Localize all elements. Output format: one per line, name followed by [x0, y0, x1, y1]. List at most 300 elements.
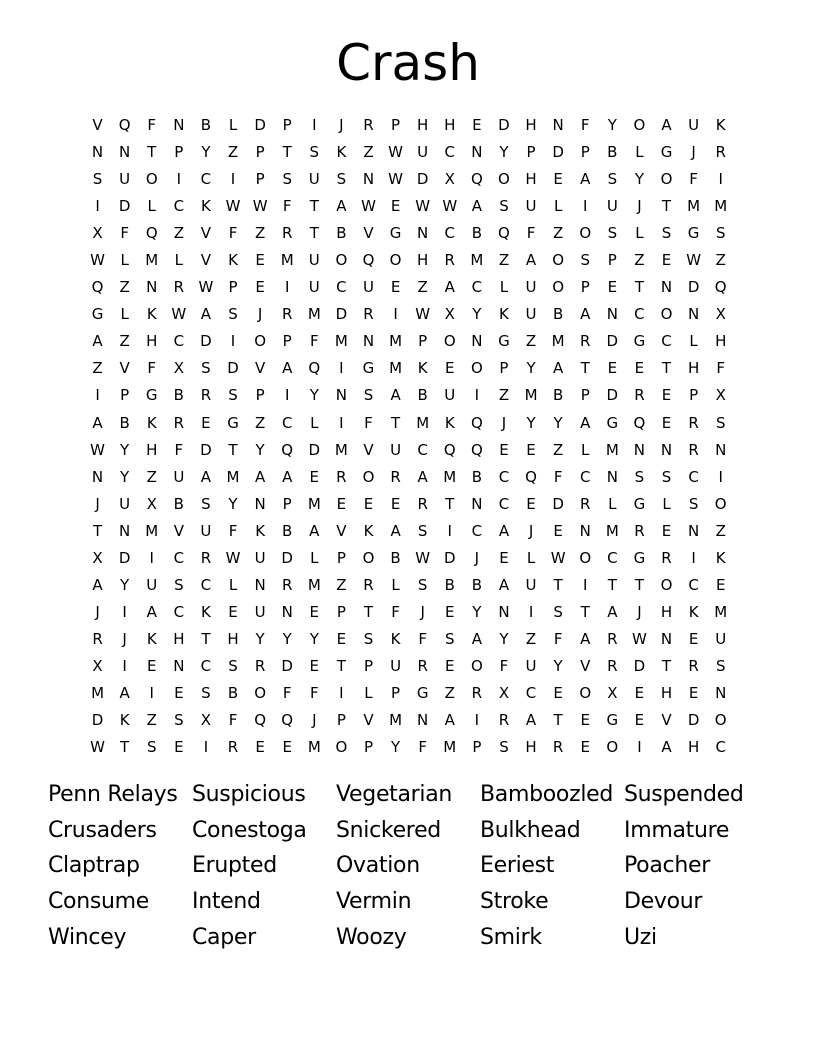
- grid-letter: B: [227, 684, 239, 702]
- grid-letter: Z: [634, 251, 645, 270]
- grid-letter: F: [580, 116, 590, 135]
- word-list-item: Eeriest: [480, 853, 555, 879]
- grid-letter: Y: [309, 386, 319, 405]
- grid-letter: F: [553, 467, 563, 486]
- grid-letter: L: [310, 413, 319, 432]
- grid-letter: W: [198, 278, 214, 297]
- grid-letter: I: [474, 386, 480, 405]
- grid-letter: H: [525, 116, 537, 135]
- grid-letter: L: [526, 548, 536, 567]
- grid-letter: X: [92, 656, 103, 675]
- grid-letter: V: [200, 224, 212, 243]
- grid-letter: O: [660, 305, 673, 324]
- grid-letter: O: [579, 684, 592, 702]
- grid-letter: N: [715, 440, 727, 459]
- grid-letter: Q: [443, 440, 456, 459]
- grid-letter: K: [363, 521, 374, 540]
- grid-letter: T: [309, 224, 319, 243]
- grid-letter: P: [228, 278, 238, 297]
- grid-letter: W: [442, 197, 458, 216]
- grid-letter: X: [607, 684, 618, 702]
- grid-letter: K: [417, 359, 428, 378]
- grid-letter: N: [471, 143, 483, 162]
- grid-letter: Y: [553, 656, 563, 675]
- grid-letter: T: [309, 197, 319, 216]
- grid-letter: A: [525, 251, 537, 270]
- grid-letter: T: [661, 656, 672, 675]
- grid-letter: R: [444, 251, 455, 270]
- grid-letter: H: [660, 602, 673, 621]
- grid-letter: D: [552, 494, 564, 513]
- grid-letter: Y: [607, 116, 617, 135]
- grid-letter: F: [526, 224, 536, 243]
- grid-letter: R: [580, 494, 591, 513]
- grid-letter: E: [445, 656, 455, 675]
- word-list-item: Consume: [48, 888, 150, 914]
- grid-letter: S: [228, 305, 238, 324]
- grid-letter: N: [579, 521, 591, 540]
- puzzle-title: Crash: [336, 34, 480, 92]
- grid-letter: F: [147, 359, 157, 378]
- grid-letter: H: [715, 332, 727, 351]
- grid-letter: R: [173, 278, 185, 297]
- grid-letter: S: [553, 602, 563, 621]
- grid-letter: V: [363, 440, 374, 459]
- grid-letter: A: [580, 305, 591, 324]
- grid-letter: G: [687, 224, 700, 243]
- grid-letter: O: [362, 467, 375, 486]
- grid-letter: T: [634, 278, 644, 297]
- grid-letter: P: [526, 143, 536, 162]
- grid-letter: A: [200, 467, 212, 486]
- grid-letter: D: [118, 197, 131, 216]
- grid-letter: E: [715, 575, 726, 594]
- grid-letter: E: [661, 386, 672, 405]
- grid-letter: C: [200, 656, 212, 675]
- grid-row: [84, 382, 744, 409]
- word-list-item: Poacher: [624, 853, 710, 879]
- grid-letter: L: [689, 332, 698, 351]
- grid-letter: M: [605, 521, 619, 540]
- grid-letter: R: [607, 656, 618, 675]
- grid-letter: L: [553, 197, 563, 216]
- grid-letter: A: [471, 197, 482, 216]
- grid-letter: E: [174, 738, 184, 757]
- grid-letter: D: [118, 548, 131, 567]
- grid-letter: H: [444, 116, 456, 135]
- grid-letter: R: [254, 656, 266, 675]
- grid-letter: D: [308, 440, 321, 459]
- grid-letter: X: [173, 359, 184, 378]
- grid-letter: Z: [715, 521, 726, 540]
- grid-letter: K: [228, 251, 238, 270]
- grid-letter: M: [687, 197, 701, 216]
- grid-letter: K: [119, 711, 130, 730]
- grid-letter: H: [525, 738, 537, 757]
- grid-letter: P: [282, 332, 292, 351]
- grid-letter: E: [526, 494, 536, 513]
- grid-letter: T: [92, 521, 103, 540]
- grid-letter: R: [200, 386, 212, 405]
- grid-letter: F: [391, 602, 400, 621]
- grid-row: [84, 626, 744, 653]
- grid-row: [84, 491, 744, 518]
- grid-letter: O: [552, 278, 565, 297]
- grid-letter: A: [525, 711, 537, 730]
- grid-letter: I: [691, 548, 696, 567]
- grid-letter: M: [307, 575, 321, 594]
- grid-letter: I: [718, 467, 723, 486]
- grid-letter: L: [147, 197, 156, 216]
- grid-letter: B: [552, 386, 564, 405]
- word-list-item: Smirk: [480, 924, 542, 950]
- grid-letter: S: [363, 386, 374, 405]
- grid-letter: M: [443, 738, 457, 757]
- grid-letter: R: [607, 629, 618, 648]
- grid-row: [84, 166, 744, 193]
- grid-letter: E: [499, 440, 509, 459]
- grid-letter: J: [420, 602, 425, 621]
- grid-letter: P: [255, 143, 265, 162]
- grid-letter: P: [472, 738, 482, 757]
- grid-letter: W: [90, 738, 105, 757]
- grid-letter: N: [173, 116, 185, 135]
- grid-letter: T: [580, 602, 590, 621]
- grid-letter: G: [416, 684, 429, 702]
- grid-letter: J: [637, 602, 642, 621]
- grid-letter: E: [526, 440, 536, 459]
- grid-letter: R: [552, 738, 564, 757]
- grid-letter: Y: [201, 143, 211, 162]
- grid-letter: L: [608, 494, 617, 513]
- grid-letter: R: [715, 143, 726, 162]
- grid-letter: C: [200, 575, 212, 594]
- grid-letter: F: [228, 224, 238, 243]
- grid-letter: E: [472, 116, 482, 135]
- grid-letter: K: [201, 197, 211, 216]
- grid-letter: M: [226, 467, 240, 486]
- grid-letter: D: [416, 170, 429, 189]
- grid-letter: F: [174, 440, 184, 459]
- grid-letter: C: [634, 305, 645, 324]
- grid-letter: Q: [470, 440, 483, 459]
- grid-letter: B: [119, 413, 130, 432]
- grid-letter: W: [388, 170, 403, 189]
- grid-letter: Z: [553, 440, 564, 459]
- grid-letter: N: [91, 143, 104, 162]
- word-list-item: Suspicious: [192, 781, 306, 807]
- grid-letter: O: [498, 170, 510, 189]
- grid-letter: I: [149, 684, 154, 702]
- grid-letter: R: [200, 548, 212, 567]
- grid-letter: I: [339, 359, 344, 378]
- grid-letter: M: [389, 711, 403, 730]
- grid-letter: F: [716, 359, 726, 378]
- grid-letter: I: [718, 170, 723, 189]
- grid-letter: S: [228, 656, 238, 675]
- grid-letter: M: [443, 467, 457, 486]
- grid-letter: T: [336, 656, 346, 675]
- grid-letter: Z: [498, 251, 510, 270]
- grid-letter: E: [688, 629, 699, 648]
- grid-letter: E: [661, 521, 672, 540]
- grid-letter: N: [471, 494, 483, 513]
- grid-letter: V: [254, 359, 266, 378]
- grid-row: [84, 301, 744, 328]
- grid-letter: V: [119, 359, 130, 378]
- grid-letter: X: [200, 711, 212, 730]
- grid-letter: A: [390, 521, 401, 540]
- grid-letter: E: [445, 602, 455, 621]
- grid-letter: L: [635, 224, 644, 243]
- grid-letter: N: [471, 332, 483, 351]
- grid-letter: Q: [308, 359, 321, 378]
- grid-letter: H: [660, 684, 673, 702]
- grid-letter: A: [661, 738, 672, 757]
- grid-letter: Z: [146, 467, 157, 486]
- grid-letter: A: [336, 197, 347, 216]
- grid-letter: P: [120, 386, 130, 405]
- grid-letter: A: [390, 386, 401, 405]
- grid-letter: J: [501, 413, 507, 432]
- grid-letter: F: [309, 684, 319, 702]
- grid-letter: Y: [526, 359, 536, 378]
- grid-letter: B: [282, 521, 293, 540]
- grid-letter: S: [715, 413, 726, 432]
- grid-letter: M: [307, 494, 321, 513]
- grid-letter: P: [336, 548, 346, 567]
- grid-letter: S: [715, 656, 726, 675]
- grid-letter: A: [498, 521, 510, 540]
- grid-letter: E: [688, 684, 699, 702]
- grid-letter: K: [390, 629, 401, 648]
- grid-letter: Z: [417, 278, 428, 297]
- word-list-item: Ovation: [336, 853, 420, 879]
- grid-letter: Q: [254, 711, 267, 730]
- grid-letter: S: [445, 629, 455, 648]
- grid-letter: Z: [336, 575, 347, 594]
- grid-letter: V: [580, 656, 591, 675]
- grid-letter: Z: [119, 278, 130, 297]
- grid-letter: P: [607, 251, 617, 270]
- grid-letter: Y: [526, 413, 536, 432]
- grid-letter: Q: [470, 413, 483, 432]
- grid-letter: S: [417, 521, 428, 540]
- grid-letter: C: [281, 413, 293, 432]
- grid-letter: U: [254, 548, 266, 567]
- grid-letter: U: [715, 629, 727, 648]
- grid-letter: W: [415, 197, 431, 216]
- grid-letter: J: [528, 521, 534, 540]
- grid-letter: K: [499, 305, 509, 324]
- grid-letter: A: [282, 467, 293, 486]
- grid-letter: Q: [714, 278, 727, 297]
- grid-letter: P: [282, 494, 292, 513]
- grid-letter: F: [282, 197, 292, 216]
- grid-letter: Q: [362, 251, 375, 270]
- grid-letter: R: [471, 684, 483, 702]
- grid-letter: N: [254, 575, 266, 594]
- grid-letter: E: [255, 738, 265, 757]
- grid-letter: R: [227, 738, 239, 757]
- grid-letter: I: [203, 738, 209, 757]
- grid-row: [84, 355, 744, 382]
- word-list-item: Vegetarian: [336, 781, 453, 807]
- grid-letter: Q: [281, 711, 294, 730]
- grid-letter: G: [660, 143, 673, 162]
- grid-letter: O: [389, 251, 402, 270]
- grid-letter: X: [92, 224, 103, 243]
- grid-letter: S: [282, 170, 292, 189]
- grid-letter: C: [444, 143, 455, 162]
- grid-letter: S: [417, 575, 428, 594]
- grid-row: [84, 680, 744, 707]
- grid-letter: T: [661, 197, 672, 216]
- grid-letter: T: [363, 602, 374, 621]
- grid-letter: O: [145, 170, 158, 189]
- grid-letter: D: [335, 305, 348, 324]
- grid-letter: M: [307, 305, 321, 324]
- grid-letter: U: [525, 656, 537, 675]
- grid-letter: Y: [120, 575, 130, 594]
- grid-letter: Z: [715, 251, 726, 270]
- grid-letter: J: [312, 711, 317, 730]
- grid-letter: R: [634, 386, 645, 405]
- grid-letter: D: [606, 332, 619, 351]
- grid-letter: M: [714, 197, 728, 216]
- grid-letter: L: [662, 494, 671, 513]
- grid-letter: R: [661, 548, 672, 567]
- grid-letter: Q: [525, 467, 537, 486]
- grid-letter: T: [147, 143, 157, 162]
- grid-letter: S: [661, 224, 672, 243]
- grid-letter: J: [122, 629, 127, 648]
- grid-letter: T: [580, 359, 590, 378]
- grid-letter: E: [255, 251, 265, 270]
- grid-letter: C: [688, 575, 699, 594]
- grid-letter: P: [391, 116, 401, 135]
- grid-letter: S: [174, 711, 184, 730]
- grid-letter: L: [364, 684, 373, 702]
- word-list-item: Snickered: [336, 817, 441, 843]
- grid-letter: E: [390, 494, 401, 513]
- grid-row: [84, 464, 744, 491]
- grid-letter: B: [200, 116, 212, 135]
- grid-letter: Q: [91, 278, 104, 297]
- grid-letter: Y: [309, 629, 319, 648]
- grid-letter: C: [498, 494, 510, 513]
- grid-letter: I: [339, 413, 344, 432]
- grid-letter: A: [444, 711, 455, 730]
- grid-letter: Y: [634, 170, 644, 189]
- grid-row: [84, 193, 744, 220]
- grid-letter: N: [606, 305, 618, 324]
- grid-letter: O: [254, 684, 267, 702]
- grid-letter: E: [309, 656, 320, 675]
- grid-letter: S: [688, 494, 699, 513]
- grid-letter: S: [146, 738, 157, 757]
- grid-letter: U: [308, 170, 320, 189]
- grid-letter: B: [552, 305, 564, 324]
- grid-letter: Y: [390, 738, 401, 757]
- grid-letter: G: [606, 711, 619, 730]
- grid-letter: W: [361, 197, 376, 216]
- grid-letter: S: [580, 251, 590, 270]
- grid-letter: C: [525, 684, 537, 702]
- grid-letter: A: [200, 305, 212, 324]
- grid-letter: V: [200, 251, 212, 270]
- grid-letter: E: [634, 711, 645, 730]
- grid-letter: I: [637, 738, 642, 757]
- grid-letter: A: [119, 684, 130, 702]
- grid-letter: E: [390, 278, 401, 297]
- grid-letter: I: [312, 116, 317, 135]
- grid-letter: M: [524, 386, 538, 405]
- grid-letter: R: [281, 575, 293, 594]
- grid-letter: L: [120, 251, 129, 270]
- grid-letter: W: [90, 251, 105, 270]
- grid-letter: E: [580, 738, 590, 757]
- grid-letter: H: [173, 629, 185, 648]
- grid-letter: K: [201, 602, 211, 621]
- grid-letter: U: [308, 278, 320, 297]
- word-list-item: Suspended: [624, 781, 744, 807]
- grid-letter: G: [633, 548, 646, 567]
- grid-letter: U: [390, 656, 402, 675]
- grid-letter: E: [146, 656, 157, 675]
- grid-letter: E: [309, 602, 320, 621]
- grid-letter: Q: [145, 224, 158, 243]
- grid-letter: G: [633, 332, 646, 351]
- grid-letter: X: [92, 548, 103, 567]
- grid-letter: T: [228, 440, 238, 459]
- grid-letter: A: [254, 467, 266, 486]
- grid-letter: S: [336, 170, 347, 189]
- grid-letter: S: [607, 224, 618, 243]
- grid-letter: M: [470, 251, 484, 270]
- grid-letter: E: [553, 684, 563, 702]
- grid-letter: S: [607, 170, 618, 189]
- grid-letter: U: [525, 278, 537, 297]
- grid-letter: F: [499, 656, 509, 675]
- grid-letter: Y: [553, 413, 563, 432]
- grid-letter: Z: [254, 413, 266, 432]
- word-list-item: Caper: [192, 924, 256, 950]
- grid-letter: R: [688, 656, 699, 675]
- grid-letter: Y: [499, 629, 509, 648]
- grid-row: [84, 545, 744, 572]
- grid-letter: R: [688, 413, 699, 432]
- grid-letter: W: [171, 305, 187, 324]
- word-list-item: Stroke: [480, 888, 549, 914]
- grid-letter: M: [280, 251, 294, 270]
- word-list-item: Penn Relays: [48, 781, 178, 807]
- grid-letter: O: [579, 548, 592, 567]
- grid-letter: A: [498, 575, 510, 594]
- grid-letter: O: [714, 711, 727, 730]
- grid-letter: F: [309, 332, 319, 351]
- grid-letter: N: [362, 170, 375, 189]
- grid-letter: U: [146, 575, 158, 594]
- grid-letter: Z: [525, 629, 537, 648]
- grid-letter: S: [634, 467, 645, 486]
- grid-letter: Y: [120, 467, 130, 486]
- grid-letter: B: [173, 386, 184, 405]
- grid-letter: E: [363, 494, 374, 513]
- grid-letter: S: [309, 143, 320, 162]
- grid-letter: C: [715, 738, 726, 757]
- grid-letter: I: [583, 197, 588, 216]
